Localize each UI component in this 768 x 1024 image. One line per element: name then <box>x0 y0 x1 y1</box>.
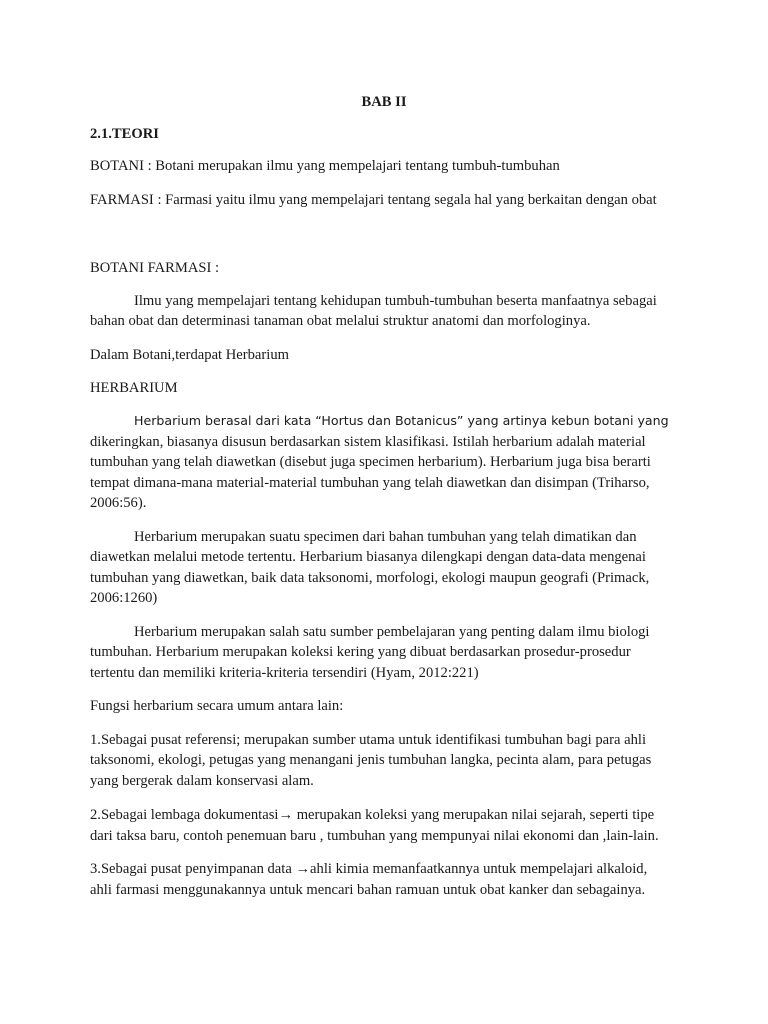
paragraph-line: bahan obat dan determinasi tanaman obat melalui struktur anatomi dan morfologinya. <box>90 313 591 329</box>
list-item-line: 1.Sebagai pusat referensi; merupakan sumber utama untuk identifikasi tumbuhan bagi para ahli <box>90 732 647 748</box>
paragraph-line: dikeringkan, biasanya disusun berdasarkan sistem klasifikasi. Istilah herbarium adalah material <box>90 434 646 450</box>
list-item-line: yang bergerak dalam konservasi alam. <box>90 773 314 789</box>
chapter-title: BAB II <box>361 94 407 110</box>
paragraph-line: Herbarium merupakan suatu specimen dari bahan tumbuhan yang telah dimatikan dan <box>134 529 637 545</box>
fungsi-heading: Fungsi herbarium secara umum antara lain: <box>90 698 344 714</box>
list-item-line: dari taksa baru, contoh penemuan baru , tumbuhan yang mempunyai nilai ekonomi dan ,lain-lain. <box>90 828 659 844</box>
list-item-line: 2.Sebagai lembaga dokumentasi→ merupakan koleksi yang merupakan nilai sejarah, seperti tipe <box>90 807 655 823</box>
paragraph-line: tertentu dan memiliki kriteria-kriteria tersendiri (Hyam, 2012:221) <box>90 665 479 681</box>
herbarium-intro: Dalam Botani,terdapat Herbarium <box>90 347 289 363</box>
paragraph-line: tumbuhan yang telah diawetkan (disebut juga specimen herbarium). Herbarium juga bisa berarti <box>90 454 651 470</box>
botani-definition: BOTANI : Botani merupakan ilmu yang mempelajari tentang tumbuh-tumbuhan <box>90 158 560 174</box>
paragraph-line: 2006:1260) <box>90 590 158 606</box>
herbarium-heading: HERBARIUM <box>90 380 178 396</box>
farmasi-definition: FARMASI : Farmasi yaitu ilmu yang mempelajari tentang segala hal yang berkaitan dengan obat <box>90 192 657 208</box>
paragraph-line: Herbarium merupakan salah satu sumber pembelajaran yang penting dalam ilmu biologi <box>134 624 650 640</box>
section-title: 2.1.TEORI <box>90 126 159 142</box>
paragraph-line: diawetkan melalui metode tertentu. Herbarium biasanya dilengkapi dengan data-data mengenai <box>90 549 646 565</box>
paragraph-line: Herbarium berasal dari kata “Hortus dan Botanicus” yang artinya kebun botani yang <box>134 413 669 428</box>
list-item-line: ahli farmasi menggunakannya untuk mencari bahan ramuan untuk obat kanker dan sebagainya. <box>90 882 646 898</box>
paragraph-line: tumbuhan yang diawetkan, baik data taksonomi, morfologi, ekologi maupun geografi (Primack, <box>90 570 650 586</box>
paragraph-line: tumbuhan. Herbarium merupakan koleksi kering yang dibuat berdasarkan prosedur-prosedur <box>90 644 631 660</box>
botani-farmasi-heading: BOTANI FARMASI : <box>90 260 220 276</box>
list-item-line: 3.Sebagai pusat penyimpanan data →ahli kimia memanfaatkannya untuk mempelajari alkaloid, <box>90 861 648 877</box>
paragraph-line: 2006:56). <box>90 495 147 511</box>
list-item-line: taksonomi, ekologi, petugas yang menangani jenis tumbuhan langka, pecinta alam, para petugas <box>90 752 652 768</box>
paragraph-line: tempat dimana-mana material-material tumbuhan yang telah diawetkan dan disimpan (Triharso, <box>90 475 650 491</box>
paragraph-line: Ilmu yang mempelajari tentang kehidupan tumbuh-tumbuhan beserta manfaatnya sebagai <box>134 293 657 309</box>
